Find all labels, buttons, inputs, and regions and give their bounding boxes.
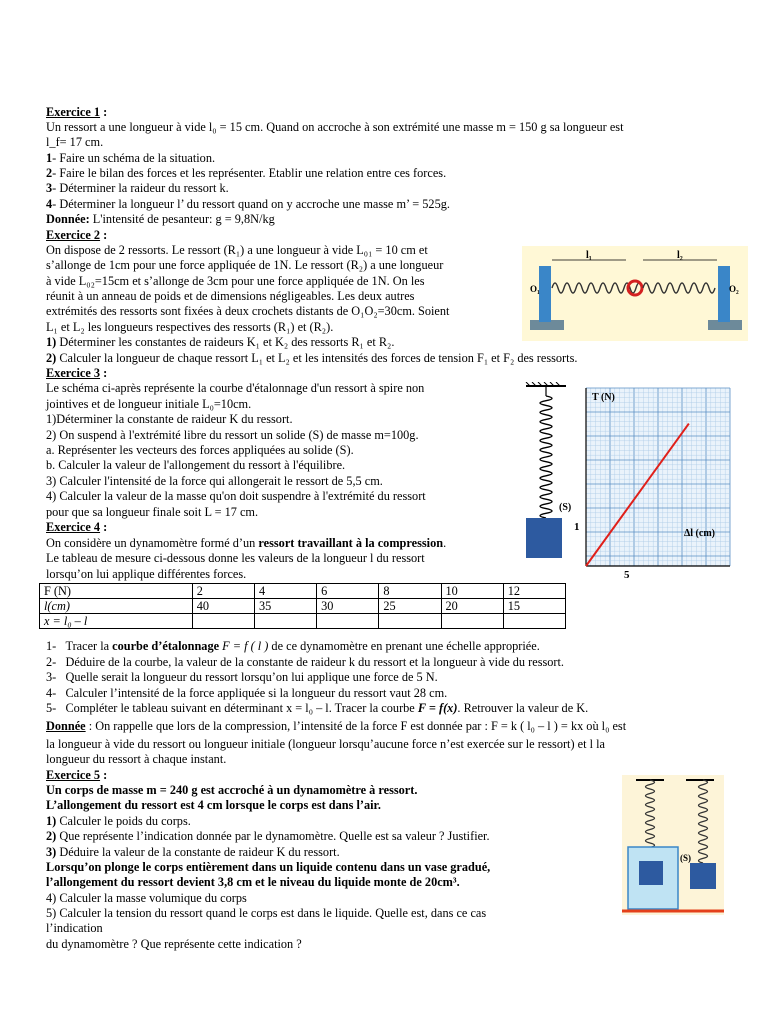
right-post — [718, 266, 730, 322]
ex2-q1 — [46, 335, 394, 350]
ex4-q1-a: Tracer la — [65, 639, 113, 653]
ex4-q3-num: 3- — [46, 670, 57, 684]
calibration-chart — [566, 380, 736, 580]
solid-s-label: (S) — [559, 502, 572, 513]
ex3-line3: 1)Déterminer la constante de raideur K du ressort. — [46, 412, 293, 426]
ex4-line1-bold: ressort travaillant à la compression — [258, 536, 444, 550]
ex1-title-text: Exercice 1 — [46, 105, 101, 119]
table-cell: 25 — [379, 599, 441, 614]
ex3-line5: a. Représenter les vecteurs des forces appliquées au solide (S). — [46, 443, 354, 457]
ex4-q3-text: Quelle serait la longueur du ressort lorsqu’on lui applique une force de 5 N. — [65, 670, 438, 684]
table-cell — [192, 614, 254, 629]
ex1-donnee — [46, 212, 275, 227]
ex1-q2 — [46, 166, 446, 181]
table-cell: 10 — [441, 584, 503, 599]
ex5-dynamometer-figure — [622, 775, 724, 915]
x-tick-label: 5 — [624, 569, 630, 580]
ex2-title-text: Exercice 2 — [46, 228, 101, 242]
ex4-title: Exercice 4 : — [46, 520, 108, 534]
ex1-q3-num: 3 — [46, 181, 53, 195]
ex3-line1: Le schéma ci-après représente la courbe d'étalonnage d'un ressort à spire non — [46, 381, 425, 395]
o2-label: O₂ — [729, 284, 739, 294]
ex4-q5-a: Compléter le tableau suivant en déterminant x = l₀ – l. Tracer la courbe — [65, 701, 418, 715]
solid-s — [526, 518, 562, 558]
ex4-q5-num: 5- — [46, 701, 57, 715]
ex4-q2-text: Déduire de la courbe, la valeur de la constante de raideur k du ressort et la longueur à vide du ressort. — [65, 655, 565, 669]
ex1-q1-text: - Faire un schéma de la situation. — [52, 151, 216, 165]
ex4-line1 — [46, 536, 446, 551]
table-cell — [503, 614, 565, 629]
ex5-q1 — [46, 814, 191, 829]
ex5-title-text: Exercice 5 — [46, 768, 101, 782]
ex1-line1: Un ressort a une longueur à vide l₀ = 15 cm. Quand on accroche à son extrémité une masse m = 150 g sa longueur est — [46, 120, 624, 134]
ex5-q3 — [46, 845, 340, 860]
table-cell: 12 — [503, 584, 565, 599]
ex4-q5 — [46, 701, 588, 716]
left-post — [539, 266, 551, 322]
ex1-q3-text: - Déterminer la raideur du ressort k. — [52, 181, 229, 195]
ex4-line1-c: . — [443, 536, 447, 550]
ex2-line4: réunit à un anneau de poids et de dimensions négligeables. Les deux autres — [46, 289, 415, 303]
ex4-donnee-label: Donnée — [46, 719, 86, 733]
y-axis-label: T (N) — [592, 392, 615, 403]
solid-in-air — [690, 863, 716, 889]
table-cell: 30 — [317, 599, 379, 614]
ex5-q5-end: du dynamomètre ? Que représente cette indication ? — [46, 937, 302, 951]
ex2-q2-num: 2) — [46, 351, 57, 365]
ex3-title-text: Exercice 3 — [46, 366, 101, 380]
ex2-q2-text: Calculer la longueur de chaque ressort L₁ et L₂ et les intensités des forces de tension F₁ et F₂ des ressorts. — [56, 351, 578, 365]
ex5-q3-num: 3) — [46, 845, 57, 859]
o1-label: O₁ — [530, 284, 540, 294]
ex3-line8: 4) Calculer la valeur de la masse qu'on doit suspendre à l'extrémité du ressort — [46, 489, 426, 503]
table-cell: l(cm) — [40, 599, 193, 614]
y-tick-label: 1 — [574, 521, 580, 533]
table-cell: 40 — [192, 599, 254, 614]
table-cell: 4 — [254, 584, 316, 599]
ex4-donnee — [46, 719, 626, 734]
table-cell: 15 — [503, 599, 565, 614]
ex5-title: Exercice 5 : — [46, 768, 108, 782]
ex4-donnee-line1: : On rappelle que lors de la compression, l’intensité de la force F est donnée par : F = k ( l₀ – l ) = kx où l₀ est — [85, 719, 627, 733]
ex4-line2: Le tableau de mesure ci-dessous donne les valeurs de la longueur l du ressort — [46, 551, 425, 565]
hanging-spring — [540, 396, 552, 518]
ex5-q1-num: 1) — [46, 814, 57, 828]
table-row — [40, 614, 566, 629]
ex4-q5-bold: F = f(x) — [417, 701, 458, 715]
table-cell: x = l₀ – l — [40, 614, 193, 629]
ex3-line6: b. Calculer la valeur de l'allongement du ressort à l'équilibre. — [46, 458, 346, 472]
ex4-line1-a: On considère un dynamomètre formé d’un — [46, 536, 259, 550]
ex1-q3 — [46, 181, 229, 196]
ex5-bold2: L’allongement du ressort est 4 cm lorsque le corps est dans l’air. — [46, 798, 381, 812]
ex2-q1-num: 1) — [46, 335, 57, 349]
ex5-bold1: Un corps de masse m = 240 g est accroché à un dynamomètre à ressort. — [46, 783, 418, 797]
ex2-line5: extrémités des ressorts sont fixées à deux crochets distants de O₁O₂=30cm. Soient — [46, 304, 450, 318]
ex5-q2-text: Que représente l’indication donnée par le dynamomètre. Quelle est sa valeur ? Justifier. — [56, 829, 490, 843]
ex5-q5: 5) Calculer la tension du ressort quand le corps est dans le liquide. Quelle est, dans ce cas — [46, 906, 487, 920]
ex3-line7: 3) Calculer l'intensité de la force qui allongerait le ressort de 5,5 cm. — [46, 474, 383, 488]
ex3-title: Exercice 3 : — [46, 366, 108, 380]
ex4-q1 — [46, 639, 540, 654]
ex3-line9: pour que sa longueur finale soit L = 17 cm. — [46, 505, 259, 519]
measure-table — [39, 583, 566, 629]
ex1-q1 — [46, 151, 215, 166]
ex2-q1-text: Déterminer les constantes de raideurs K₁ et K₂ des ressorts R₁ et R₂. — [56, 335, 395, 349]
ex4-q4 — [46, 686, 447, 701]
solid-label: (S) — [680, 853, 691, 863]
ex3-line2: jointives et de longueur initiale L₀=10cm. — [46, 397, 252, 411]
ex1-q1-num: 1 — [46, 151, 53, 165]
ex1-q4-text: - Déterminer la longueur l’ du ressort quand on y accroche une masse m’ = 525g. — [52, 197, 450, 211]
ex5-q3-text: Déduire la valeur de la constante de raideur K du ressort. — [56, 845, 340, 859]
x-axis-label: Δl (cm) — [684, 528, 715, 539]
ex5-q2 — [46, 829, 490, 844]
table-cell — [441, 614, 503, 629]
l1-label: l₁ — [586, 250, 592, 261]
table-cell: 6 — [317, 584, 379, 599]
ex1-donnee-label: Donnée: — [46, 212, 90, 226]
ex2-q2 — [46, 351, 577, 366]
ex1-donnee-text: L'intensité de pesanteur: g = 9,8N/kg — [89, 212, 275, 226]
ex4-q4-text: Calculer l’intensité de la force appliquée si la longueur du ressort vaut 28 cm. — [65, 686, 448, 700]
ex2-line6: L₁ et L₂ les longueurs respectives des ressorts (R₁) et (R₂). — [46, 320, 334, 334]
ex1-q4-num: 4 — [46, 197, 53, 211]
table-cell — [254, 614, 316, 629]
ex4-q5-c: . Retrouver la valeur de K. — [457, 701, 589, 715]
table-cell: 2 — [192, 584, 254, 599]
table-row — [40, 584, 566, 599]
ex4-q3 — [46, 670, 438, 685]
table-cell: F (N) — [40, 584, 193, 599]
table-cell — [317, 614, 379, 629]
ex4-q1-bold: courbe d’étalonnage — [112, 639, 220, 653]
table-cell — [379, 614, 441, 629]
ex5-bold4: l’allongement du ressort devient 3,8 cm et le niveau du liquide monte de 20cm³. — [46, 875, 460, 889]
ex4-q1-formula: F = f ( l ) — [219, 639, 269, 653]
ex2-line2: s’allonge de 1cm pour une force appliquée de 1N. Le ressort (R₂) a une longueur — [46, 258, 444, 272]
ex3-line4: 2) On suspend à l'extrémité libre du ressort un solide (S) de masse m=100g. — [46, 428, 419, 442]
ex4-donnee-line3: longueur du ressort à chaque instant. — [46, 752, 227, 766]
ex4-line3: lorsqu’on lui applique différentes forces. — [46, 567, 247, 581]
table-row — [40, 599, 566, 614]
ex1-title: Exercice 1 : — [46, 105, 108, 119]
ex5-q5-cont: l’indication — [46, 921, 103, 935]
ex2-line1: On dispose de 2 ressorts. Le ressort (R₁) a une longueur à vide L₀₁ = 10 cm et — [46, 243, 428, 257]
ex4-q4-num: 4- — [46, 686, 57, 700]
table-cell: 20 — [441, 599, 503, 614]
ex4-q1-d: de ce dynamomètre en prenant une échelle appropriée. — [268, 639, 540, 653]
ex1-line2: l_f= 17 cm. — [46, 135, 104, 149]
ex2-title: Exercice 2 : — [46, 228, 108, 242]
ex5-q1-text: Calculer le poids du corps. — [56, 814, 191, 828]
ex1-q4 — [46, 197, 450, 212]
ex2-line3: à vide L₀₂=15cm et s’allonge de 3cm pour une force appliquée de 1N. On les — [46, 274, 425, 288]
ex2-springs-figure — [522, 246, 748, 341]
solid-in-liquid — [639, 861, 663, 885]
table-cell: 8 — [379, 584, 441, 599]
ex5-q2-num: 2) — [46, 829, 57, 843]
ex4-donnee-line2: la longueur à vide du ressort ou longueur initiale (longueur lorsqu’aucune force n’est exercée sur le ressort) et l la — [46, 737, 605, 751]
ex4-q1-num: 1- — [46, 639, 57, 653]
table-cell: 35 — [254, 599, 316, 614]
ex4-q2-num: 2- — [46, 655, 57, 669]
l2-label: l₂ — [677, 250, 683, 261]
ex1-q2-num: 2 — [46, 166, 53, 180]
ex4-q2 — [46, 655, 564, 670]
ex4-title-text: Exercice 4 — [46, 520, 101, 534]
ex1-q2-text: - Faire le bilan des forces et les représenter. Etablir une relation entre ces forces. — [52, 166, 447, 180]
ex5-bold3: Lorsqu’on plonge le corps entièrement dans un liquide contenu dans un vase gradué, — [46, 860, 491, 874]
ex5-q4: 4) Calculer la masse volumique du corps — [46, 891, 247, 905]
